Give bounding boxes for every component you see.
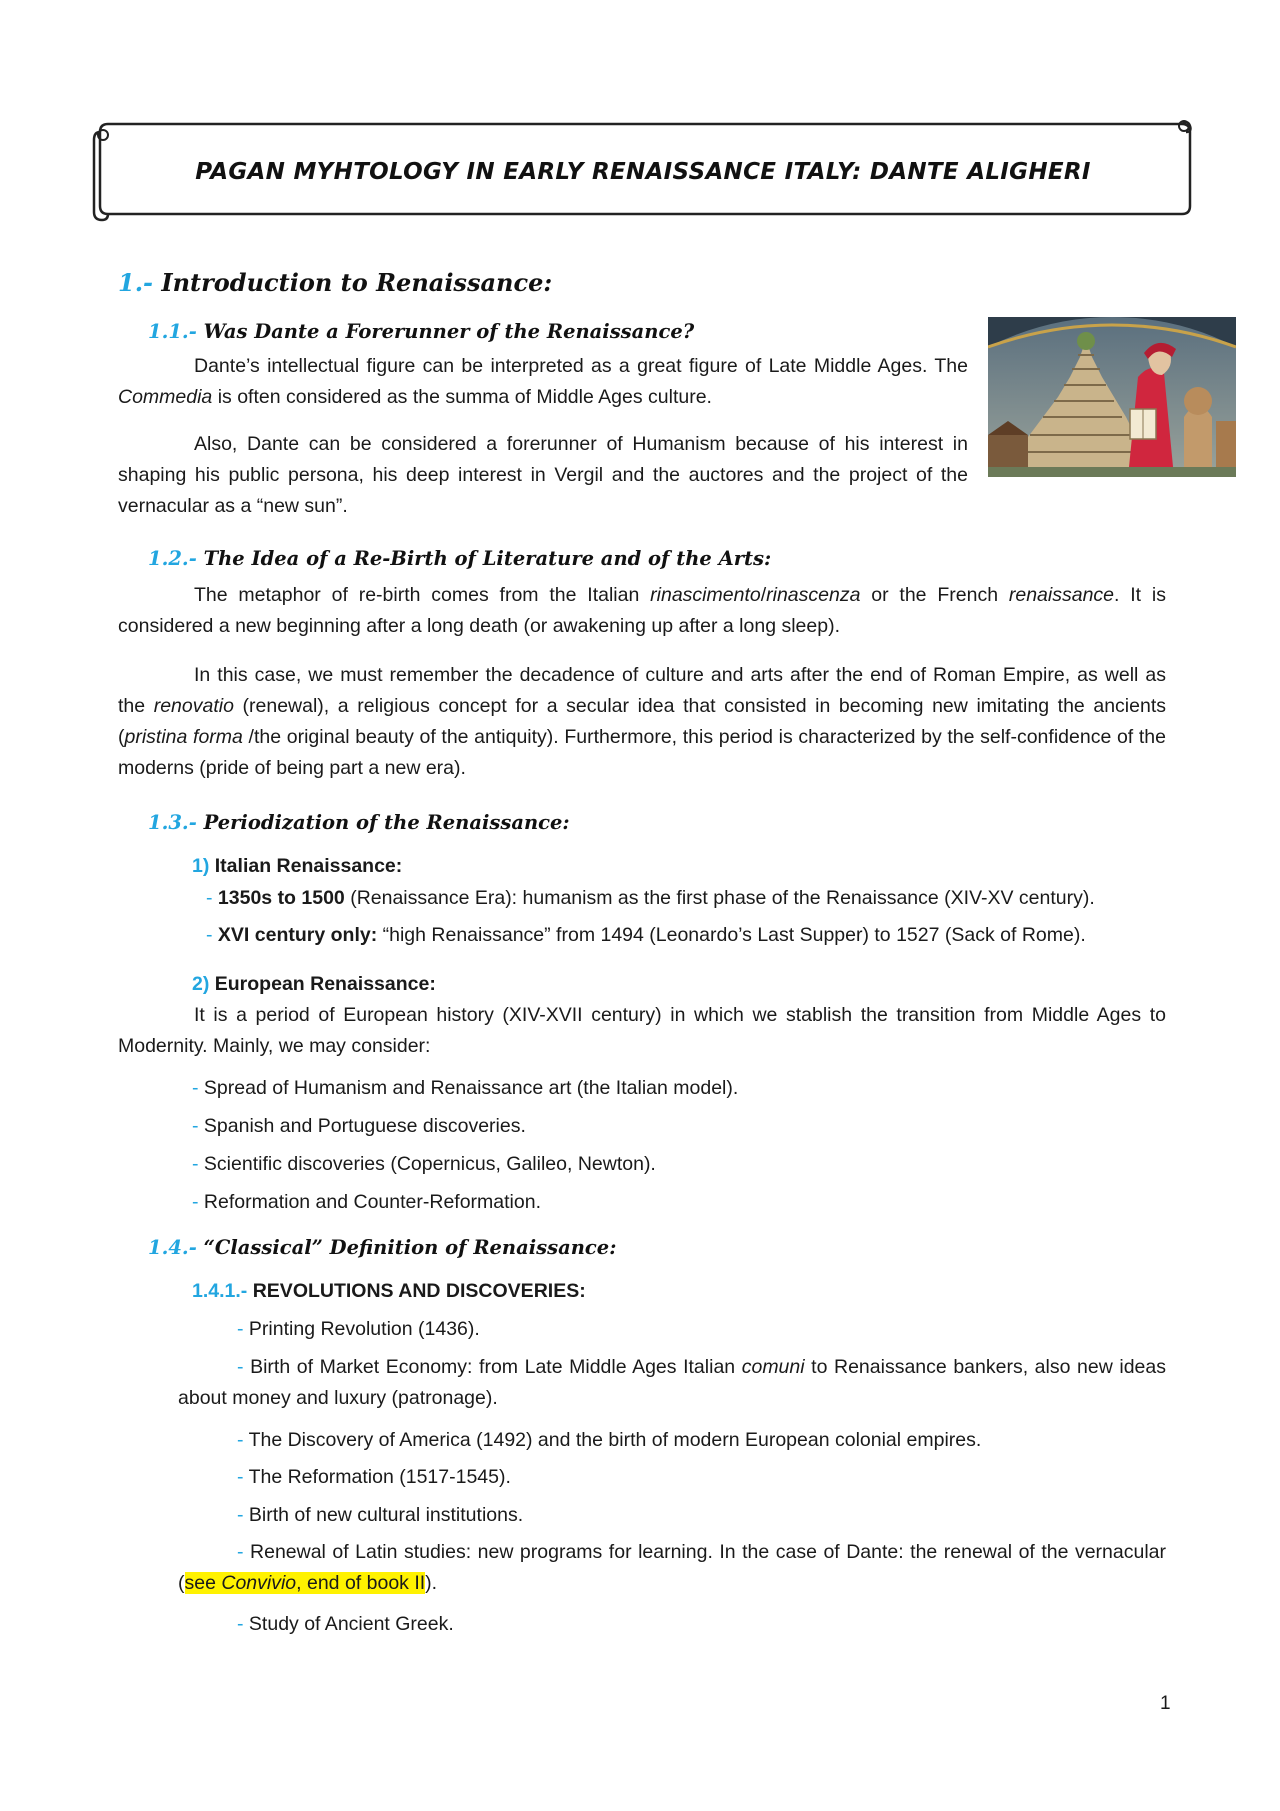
section-heading-1 [118, 268, 552, 297]
dante-painting-image [988, 317, 1236, 477]
text-run: Scientific discoveries (Copernicus, Galileo, Newton). [203, 1153, 656, 1175]
text-run-italic: renovatio [153, 695, 234, 717]
text-run: see [184, 1572, 222, 1594]
paragraph [118, 660, 1166, 784]
text-run-bold: 1350s to 1500 [217, 887, 345, 909]
subsection-number: 1.4.1.- [192, 1280, 248, 1302]
text-run: “high Renaissance” from 1494 (Leonardo’s Last Supper) to 1527 (Sack of Rome). [377, 924, 1086, 946]
text-run: Printing Revolution (1436). [248, 1318, 480, 1340]
bullet-dash: - [206, 887, 213, 909]
text-run: Reformation and Counter-Reformation. [203, 1191, 542, 1213]
text-run-italic: pristina forma [124, 726, 243, 748]
list-item [178, 1537, 1166, 1599]
list-heading-text: Italian Renaissance: [214, 855, 403, 877]
page-number: 1 [1160, 1693, 1171, 1714]
text-run: Birth of new cultural institutions. [248, 1504, 524, 1526]
subsection-title: REVOLUTIONS AND DISCOVERIES: [252, 1280, 586, 1302]
text-run: In this case, we must remember the decadence of culture and arts after the end of Roman Empire, as well as the [118, 664, 1166, 717]
text-run: / [760, 584, 767, 606]
list-item [192, 1073, 738, 1104]
text-run-bold: XVI century only: [217, 924, 378, 946]
bullet-dash: - [237, 1356, 244, 1378]
bullet-dash: - [192, 1077, 199, 1099]
section-title: Periodization of the Renaissance: [203, 811, 570, 834]
text-run: Study of Ancient Greek. [248, 1613, 454, 1635]
section-number: 1.4.- [148, 1236, 197, 1259]
list-item [206, 883, 1095, 914]
list-number: 2) [192, 973, 210, 995]
list-item [192, 1187, 541, 1218]
section-heading-1-4 [148, 1236, 616, 1259]
list-number: 1) [192, 855, 210, 877]
text-run: The Discovery of America (1492) and the birth of modern European colonial empires. [248, 1429, 982, 1451]
list-heading-text: European Renaissance: [214, 973, 436, 995]
text-run: is often considered as the summa of Middle Ages culture. [212, 386, 712, 408]
text-run: . It is considered a new beginning after a long death (or awakening up after a long sleep). [118, 584, 1166, 637]
section-title: “Classical” Definition of Renaissance: [203, 1236, 617, 1259]
paragraph [118, 351, 968, 413]
bullet-dash: - [237, 1613, 244, 1635]
text-run: Spanish and Portuguese discoveries. [203, 1115, 526, 1137]
bullet-dash: - [237, 1466, 244, 1488]
list-heading [192, 851, 402, 882]
title-banner [92, 120, 1194, 222]
section-number: 1.- [118, 268, 154, 297]
text-run: (Renaissance Era): humanism as the first phase of the Renaissance (XIV-XV century). [344, 887, 1095, 909]
text-run-italic: rinascimento [650, 584, 761, 606]
bullet-dash: - [192, 1153, 199, 1175]
document-title: PAGAN MYHTOLOGY IN EARLY RENAISSANCE ITALY: DANTE ALIGHERI [195, 159, 1091, 185]
list-heading [192, 969, 436, 1000]
paragraph [118, 429, 968, 522]
bullet-dash: - [237, 1318, 244, 1340]
text-run: The metaphor of re-birth comes from the Italian [194, 584, 651, 606]
text-run: It is a period of European history (XIV-XVII century) in which we stablish the transition from Middle Ages to Modernity. Mainly, we may consider: [118, 1004, 1166, 1057]
text-run: or the French [860, 584, 1009, 606]
section-heading-1-2 [148, 547, 771, 570]
section-title: The Idea of a Re-Birth of Literature and of the Arts: [203, 547, 772, 570]
text-run-italic: Commedia [118, 386, 213, 408]
paragraph [118, 1000, 1166, 1062]
paragraph [118, 580, 1166, 642]
section-heading-1-1 [148, 320, 694, 343]
list-item [206, 920, 1086, 951]
bullet-dash: - [237, 1541, 244, 1563]
list-item [237, 1314, 480, 1345]
text-run: , end of book II [296, 1572, 426, 1594]
text-run: /the original beauty of the antiquity). Furthermore, this period is characterized by the self-confidence of the moderns (pride of being part a new era). [118, 726, 1166, 779]
subsection-heading-1-4-1 [192, 1276, 586, 1307]
section-title: Was Dante a Forerunner of the Renaissance? [203, 320, 695, 343]
section-number: 1.1.- [148, 320, 197, 343]
text-run-italic: comuni [741, 1356, 805, 1378]
text-run-italic: renaissance [1008, 584, 1115, 606]
list-item [237, 1609, 454, 1640]
section-number: 1.3.- [148, 811, 197, 834]
text-run: (renewal), a religious concept for a secular idea that consisted in becoming new imitating the ancients ( [118, 695, 1166, 748]
text-run-italic: Convivio [221, 1572, 297, 1594]
list-item [237, 1462, 511, 1493]
text-run: ). [425, 1572, 438, 1594]
text-run: Renewal of Latin studies: new programs for learning. In the case of Dante: the renewal of the vernacular ( [178, 1541, 1166, 1594]
list-item [178, 1352, 1166, 1414]
bullet-dash: - [237, 1429, 244, 1451]
text-run: The Reformation (1517-1545). [248, 1466, 511, 1488]
text-run: to Renaissance bankers, also new ideas about money and luxury (patronage). [178, 1356, 1166, 1409]
bullet-dash: - [237, 1504, 244, 1526]
section-title: Introduction to Renaissance: [161, 268, 553, 297]
section-heading-1-3 [148, 811, 570, 834]
text-run: Dante’s intellectual figure can be interpreted as a great figure of Late Middle Ages. The [194, 355, 968, 377]
text-run: Spread of Humanism and Renaissance art (the Italian model). [203, 1077, 739, 1099]
list-item [192, 1149, 656, 1180]
list-item [192, 1111, 526, 1142]
section-number: 1.2.- [148, 547, 197, 570]
text-run: Birth of Market Economy: from Late Middle Ages Italian [250, 1356, 742, 1378]
highlighted-text [185, 1572, 426, 1594]
bullet-dash: - [192, 1115, 199, 1137]
text-run-italic: rinascenza [766, 584, 861, 606]
bullet-dash: - [206, 924, 213, 946]
list-item [237, 1500, 523, 1531]
text-run: Also, Dante can be considered a forerunner of Humanism because of his interest in shaping his public persona, his deep interest in Vergil and the auctores and the project of the vernacular as a “new sun”. [118, 433, 968, 517]
bullet-dash: - [192, 1191, 199, 1213]
list-item [237, 1425, 981, 1456]
